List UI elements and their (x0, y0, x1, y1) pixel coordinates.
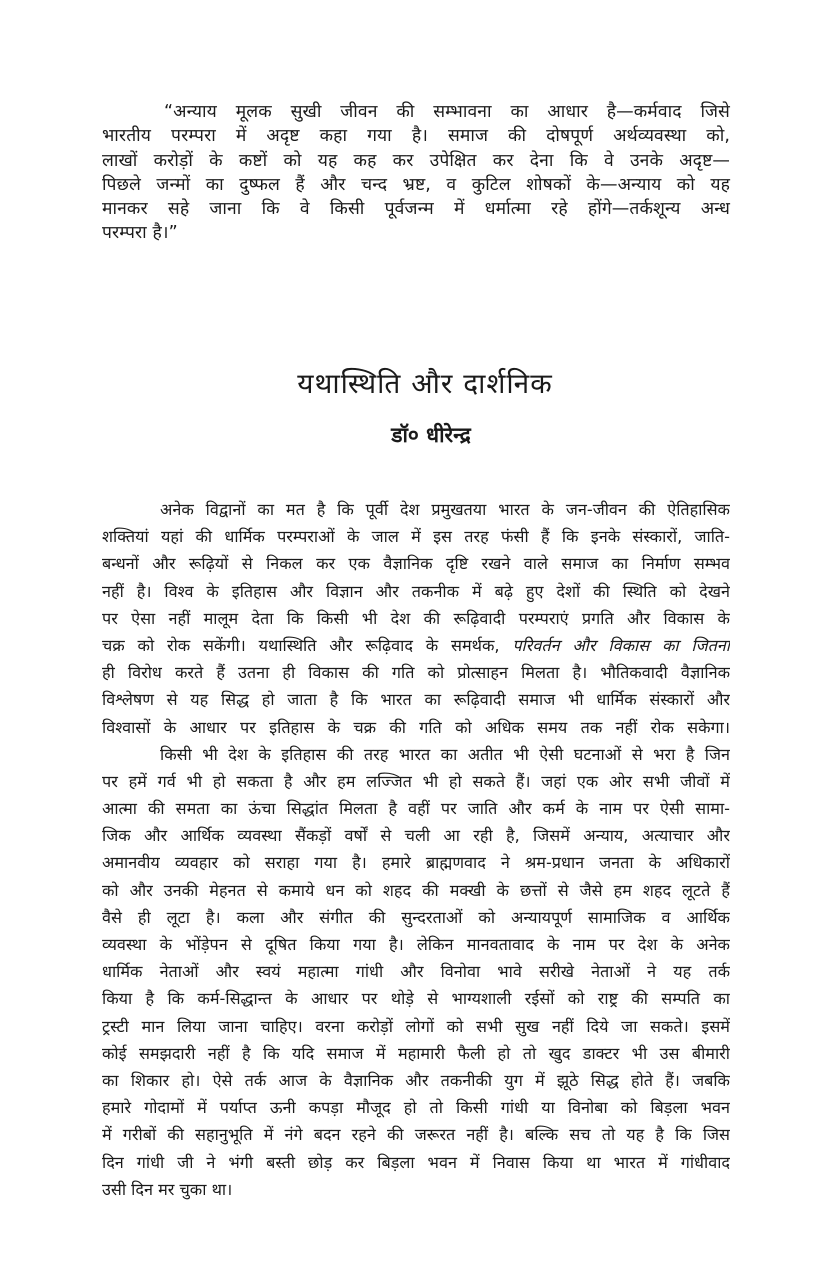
body-line-text: चक्र को रोक सकेंगी। यथास्थिति और रूढ़िवाद के समर्थक, (102, 635, 500, 655)
epigraph-quote (102, 100, 730, 246)
body-line: ट्रस्टी मान लिया जाना चाहिए। वरना करोड़ों लोगों को सभी सुख नहीं दिये जा सकते। इसमें (102, 1016, 730, 1036)
body-line: विश्लेषण से यह सिद्ध हो जाता है कि भारत का रूढ़िवादी समाज भी धार्मिक संस्कारों और (102, 690, 730, 710)
article-author: डॉ० धीरेन्द्र (391, 423, 471, 447)
italic-emphasis: परिवर्तन और विकास का जितना (512, 635, 730, 655)
body-line: कोई समझदारी नहीं है कि यदि समाज में महामारी फैली हो तो खुद डाक्टर भी उस बीमारी (102, 1043, 730, 1063)
quote-line: भारतीय परम्परा में अदृष्ट कहा गया है। समाज की दोषपूर्ण अर्थव्यवस्था को, (102, 126, 730, 147)
body-line: पर ऐसा नहीं मालूम देता कि किसी भी देश की रूढ़िवादी परम्पराएं प्रगति और विकास के (102, 608, 730, 628)
body-line: नहीं है। विश्व के इतिहास और विज्ञान और तकनीक में बढ़े हुए देशों की स्थिति को देखने (102, 581, 730, 601)
body-line: ही विरोध करते हैं उतना ही विकास की गति को प्रोत्साहन मिलता है। भौतिकवादी वैज्ञानिक (102, 663, 730, 683)
body-line: जिक और आर्थिक व्यवस्था सैंकड़ों वर्षों से चली आ रही है, जिसमें अन्याय, अत्याचार और (102, 826, 730, 846)
body-line: शक्तियां यहां की धार्मिक परम्पराओं के जाल में इस तरह फंसी हैं कि इनके संस्कारों, जाति- (102, 527, 730, 547)
body-line: बन्धनों और रूढ़ियों से निकल कर एक वैज्ञानिक दृष्टि रखने वाले समाज का निर्माण सम्भव (102, 554, 730, 574)
quote-line: मानकर सहे जाना कि वे किसी पूर्वजन्म में धर्मात्मा रहे होंगे—तर्कशून्य अन्ध (102, 199, 731, 220)
body-line: किया है कि कर्म-सिद्धान्त के आधार पर थोड़े से भाग्यशाली रईसों को राष्ट्र की सम्पति का (102, 989, 730, 1009)
body-line-with-italic (102, 632, 730, 659)
body-line: उसी दिन मर चुका था। (102, 1179, 233, 1199)
body-line: विश्वासों के आधार पर इतिहास के चक्र की गति को अधिक समय तक नहीं रोक सकेगा। (102, 717, 730, 737)
body-line: का शिकार हो। ऐसे तर्क आज के वैज्ञानिक और तकनीकी युग में झूठे सिद्ध होते हैं। जबकि (102, 1070, 730, 1090)
body-line: अनेक विद्वानों का मत है कि पूर्वी देश प्रमुखतया भारत के जन-जीवन की ऐतिहासिक (160, 500, 730, 519)
body-line: पर हमें गर्व भी हो सकता है और हम लज्जित भी हो सकते हैं। जहां एक ओर सभी जीवों में (102, 771, 730, 791)
body-line: किसी भी देश के इतिहास की तरह भारत का अतीत भी ऐसी घटनाओं से भरा है जिन (160, 744, 730, 764)
body-line: वैसे ही लूटा है। कला और संगीत की सुन्दरताओं को अन्यायपूर्ण सामाजिक व आर्थिक (102, 907, 730, 927)
quote-line: पिछले जन्मों का दुष्फल हैं और चन्द भ्रष्ट, व कुटिल शोषकों के—अन्याय को यह (102, 174, 730, 195)
quote-line: परम्परा है।” (102, 223, 178, 244)
body-line: धार्मिक नेताओं और स्वयं महात्मा गांधी और विनोवा भावे सरीखे नेताओं ने यह तर्क (102, 962, 730, 982)
body-line: को और उनकी मेहनत से कमाये धन को शहद की मक्खी के छत्तों से जैसे हम शहद लूटते हैं (102, 880, 730, 900)
quote-line: “अन्याय मूलक सुखी जीवन की सम्भावना का आधार है—कर्मवाद जिसे (164, 102, 730, 122)
body-line: दिन गांधी जी ने भंगी बस्ती छोड़ कर बिड़ला भवन में निवास किया था भारत में गांधीवाद (102, 1152, 730, 1172)
article-body (102, 496, 730, 1203)
body-line: व्यवस्था के भोंड़ेपन से दूषित किया गया है। लेकिन मानवतावाद के नाम पर देश के अनेक (102, 935, 730, 954)
body-line: हमारे गोदामों में पर्याप्त ऊनी कपड़ा मौजूद हो तो किसी गांधी या विनोबा को बिड़ला भवन (102, 1098, 730, 1118)
body-line: अमानवीय व्यवहार को सराहा गया है। हमारे ब्राह्मणवाद ने श्रम-प्रधान जनता के अधिकारों (102, 853, 730, 873)
quote-line: लाखों करोड़ों के कष्टों को यह कह कर उपेक्षित कर देना कि वे उनके अदृष्ट— (102, 150, 730, 171)
body-line: आत्मा की समता का ऊंचा सिद्धांत मिलता है वहीं पर जाति और कर्म के नाम पर ऐसी सामा- (102, 799, 730, 819)
body-line: में गरीबों की सहानुभूति में नंगे बदन रहने की जरूरत नहीं है। बल्कि सच तो यह है कि जिस (102, 1125, 730, 1145)
article-title: यथास्थिति और दार्शनिक (297, 367, 553, 400)
